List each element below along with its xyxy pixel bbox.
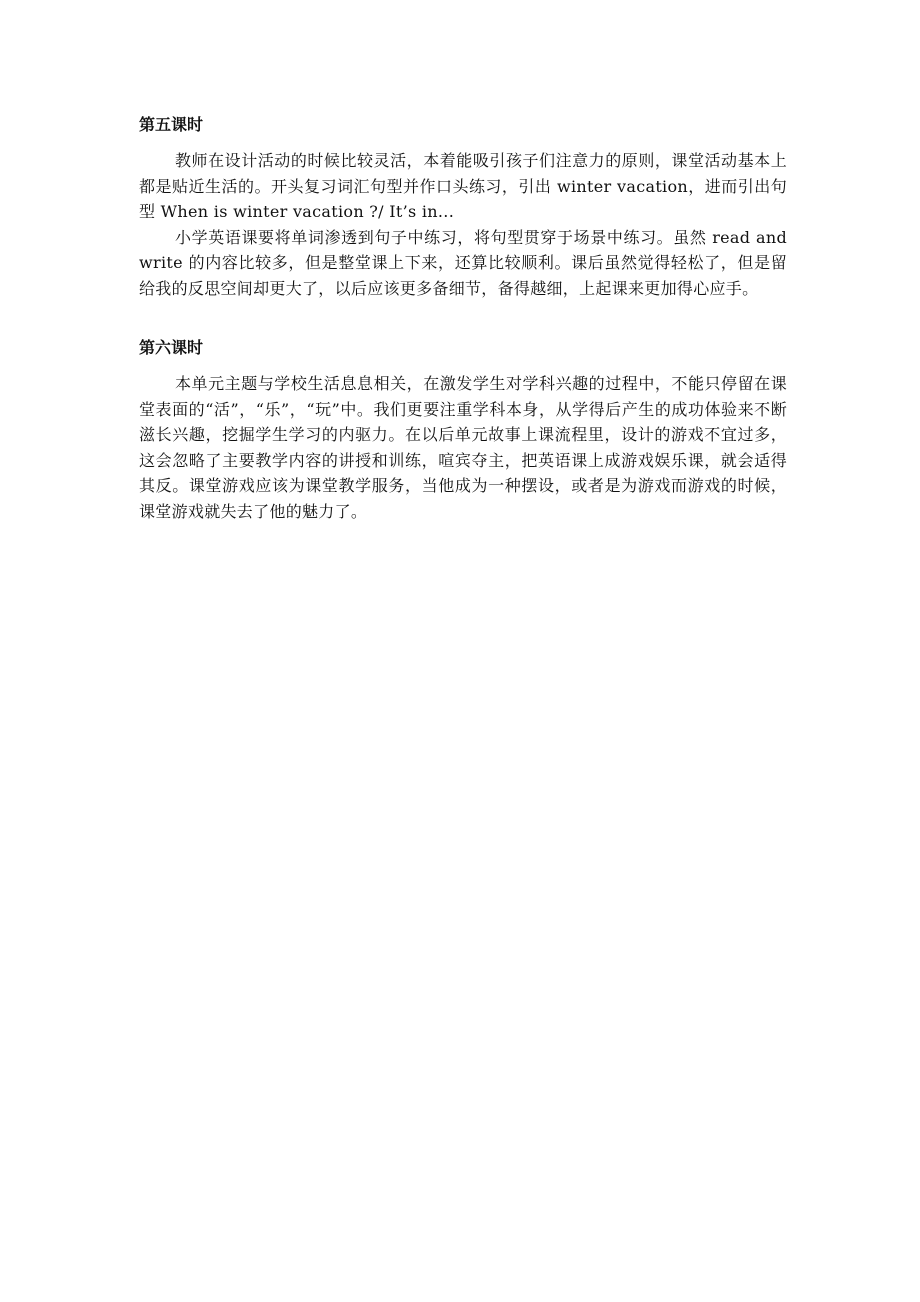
paragraph: 本单元主题与学校生活息息相关，在激发学生对学科兴趣的过程中，不能只停留在课堂表面的“活”，“乐”，“玩”中。我们更要注重学科本身，从学得后产生的成功体验来不断滋长兴趣，挖掘学生学习的内驱力。在以后单元故事上课流程里，设计的游戏不宜过多，这会忽略了主要教学内容的讲授和训练，喧宾夺主，把英语课上成游戏娱乐课，就会适得其反。课堂游戏应该为课堂教学服务，当他成为一种摆设，或者是为游戏而游戏的时候，课堂游戏就失去了他的魅力了。 (139, 374, 787, 521)
section-lesson-5 (139, 112, 787, 301)
document-page (139, 112, 787, 524)
paragraph: 教师在设计活动的时候比较灵活，本着能吸引孩子们注意力的原则，课堂活动基本上都是贴近生活的。开头复习词汇句型并作口头练习，引出 winter vacation，进而引出句型 When is winter vacation ?/ It’s in... (139, 151, 787, 221)
section-title: 第六课时 (139, 338, 204, 357)
section-title: 第五课时 (139, 115, 204, 134)
section-lesson-6 (139, 335, 787, 524)
paragraph: 小学英语课要将单词渗透到句子中练习，将句型贯穿于场景中练习。虽然 read and write 的内容比较多，但是整堂课上下来，还算比较顺利。课后虽然觉得轻松了，但是留给我的反思空间却更大了，以后应该更多备细节，备得越细，上起课来更加得心应手。 (139, 227, 787, 298)
